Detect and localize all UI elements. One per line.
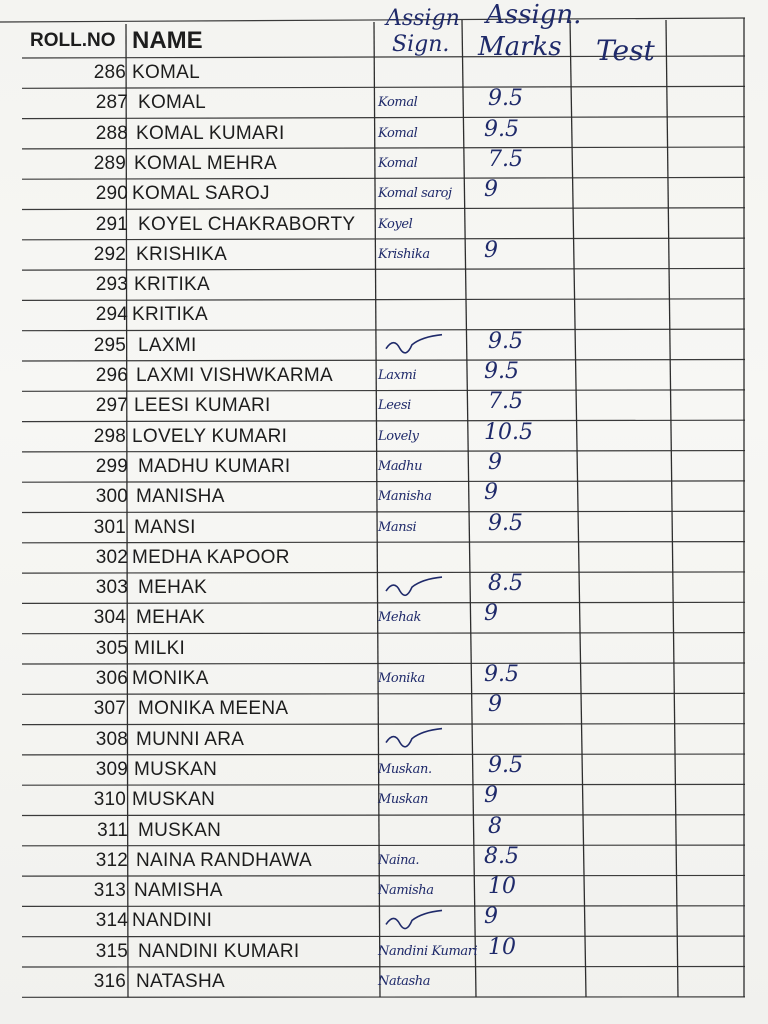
- roll-number: 303: [95, 577, 128, 599]
- signature: Komal: [378, 155, 418, 171]
- table-row: [0, 361, 768, 391]
- signature: Komal saroj: [378, 186, 452, 202]
- assignment-marks: 9.5: [488, 328, 523, 354]
- assignment-marks: 8.5: [488, 571, 523, 597]
- student-name: NANDINI KUMARI: [138, 940, 300, 962]
- roll-number: 296: [95, 365, 128, 386]
- roll-number: 304: [93, 607, 126, 629]
- signature: Komal: [378, 125, 418, 141]
- student-name: MONIKA MEENA: [138, 698, 289, 720]
- signature: Krishika: [378, 246, 430, 262]
- table-row: [0, 876, 768, 906]
- student-name: LOVELY KUMARI: [132, 425, 288, 447]
- student-name: NAINA RANDHAWA: [136, 849, 312, 871]
- roll-number: 287: [95, 92, 128, 114]
- roll-number: 307: [93, 698, 126, 720]
- student-name: KOMAL KUMARI: [136, 122, 285, 144]
- table-row: [0, 300, 768, 330]
- table-row: [0, 179, 768, 209]
- table-row: [0, 813, 768, 846]
- roll-number: 288: [95, 122, 128, 144]
- roll-number: 305: [95, 637, 128, 659]
- assignment-marks: 8.5: [484, 843, 519, 869]
- roll-number: 308: [95, 728, 128, 750]
- rule-top: [0, 18, 745, 22]
- table-row: [0, 634, 768, 664]
- student-name: MADHU KUMARI: [138, 455, 291, 477]
- table-row: [0, 967, 768, 997]
- roll-number: 315: [95, 940, 128, 962]
- signature: Namisha: [378, 883, 434, 899]
- signature: [378, 544, 466, 572]
- table-row: [0, 603, 768, 633]
- table-row: [0, 391, 768, 421]
- roll-number: 302: [95, 546, 128, 568]
- roll-number: 292: [93, 243, 126, 265]
- assignment-marks: 9.5: [488, 510, 523, 536]
- student-name: KOMAL MEHRA: [134, 152, 278, 174]
- student-name: MONIKA: [132, 668, 209, 689]
- student-name: MUSKAN: [138, 819, 222, 841]
- assignment-marks: 9.5: [484, 662, 519, 687]
- roll-number: 301: [93, 516, 126, 538]
- roll-number: 294: [95, 304, 128, 326]
- roll-number: 312: [95, 849, 128, 871]
- student-name: LEESI KUMARI: [134, 395, 271, 417]
- table-row: [0, 449, 768, 482]
- table-row: [0, 906, 768, 936]
- signature: [378, 817, 466, 845]
- table-row: [0, 116, 768, 149]
- signature: Manisha: [378, 489, 432, 505]
- assignment-marks: 9.5: [488, 86, 523, 112]
- student-name: NANDINI: [132, 910, 213, 932]
- signature: Natasha: [378, 974, 431, 989]
- roll-number: 306: [95, 668, 128, 689]
- signature: Naina.: [378, 852, 420, 868]
- assignment-marks: 10: [488, 934, 516, 960]
- student-name: MANSI: [134, 516, 196, 538]
- signature: [378, 271, 466, 299]
- signature: [378, 59, 466, 87]
- table-row: [0, 934, 768, 967]
- table-row: [0, 237, 768, 270]
- header-test: Test: [596, 34, 655, 67]
- roll-number: 291: [95, 213, 128, 235]
- roll-number: 313: [93, 880, 126, 902]
- roll-number: 310: [93, 789, 126, 811]
- assignment-marks: 9.5: [488, 752, 523, 778]
- assignment-marks: 9.5: [484, 116, 519, 142]
- student-name: LAXMI VISHWKARMA: [136, 365, 333, 386]
- roll-number: 316: [93, 971, 126, 992]
- signature: [378, 635, 466, 663]
- table-row: [0, 694, 768, 724]
- assignment-marks: 10.5: [484, 419, 533, 445]
- assignment-marks: 9: [484, 904, 498, 930]
- roll-number: 289: [93, 152, 126, 174]
- signature: Lovely: [378, 428, 419, 444]
- header-sign-line2: Sign.: [392, 32, 450, 57]
- roll-number: 314: [95, 910, 128, 932]
- student-name: KRISHIKA: [136, 243, 228, 265]
- student-name: MANISHA: [136, 486, 225, 508]
- table-row: [0, 573, 768, 603]
- roll-number: 290: [95, 183, 128, 205]
- signature: [378, 726, 466, 754]
- student-name: KRITIKA: [134, 274, 211, 296]
- table-row: [0, 270, 768, 300]
- roll-number: 309: [95, 758, 128, 780]
- table-row: [0, 510, 768, 543]
- assignment-marks: 7.5: [488, 389, 523, 415]
- student-name: KOYEL CHAKRABORTY: [138, 213, 356, 235]
- assignment-marks: 9.5: [484, 359, 519, 384]
- roll-number: 295: [93, 334, 126, 356]
- roll-number: 298: [93, 425, 126, 447]
- roll-number: 293: [95, 274, 128, 296]
- assignment-marks: 9: [484, 237, 498, 263]
- table-row: [0, 88, 768, 118]
- signature: Muskan.: [378, 761, 432, 777]
- table-row: [0, 543, 768, 573]
- roll-number: 311: [97, 819, 128, 841]
- table-row: [0, 146, 768, 179]
- assignment-marks: 9: [484, 783, 498, 809]
- signature: Mansi: [378, 519, 417, 535]
- assignment-marks: 9: [488, 449, 502, 475]
- student-name: MUSKAN: [134, 758, 218, 780]
- table-row: [0, 752, 768, 785]
- assignment-marks: 8: [488, 813, 502, 839]
- signature: [378, 574, 466, 602]
- signature: Nandini Kumari: [378, 943, 478, 959]
- signature: Koyel: [378, 216, 413, 232]
- header-marks-line2: Marks: [478, 32, 562, 62]
- table-row: [0, 725, 768, 755]
- student-name: KOMAL SAROJ: [132, 183, 270, 205]
- table-row: [0, 419, 768, 452]
- signature: Madhu: [378, 458, 423, 474]
- table-row: [0, 328, 768, 361]
- roll-number: 297: [95, 395, 128, 417]
- assignment-marks: 9: [484, 177, 498, 203]
- student-name: NAMISHA: [134, 880, 223, 902]
- student-name: MILKI: [134, 637, 186, 659]
- header-roll-no: ROLL.NO: [30, 30, 116, 51]
- student-name: KOMAL: [138, 92, 207, 114]
- assignment-marks: 9: [484, 480, 498, 506]
- table-row: [0, 210, 768, 240]
- student-name: MEHAK: [138, 577, 208, 599]
- student-name: MUNNI ARA: [136, 728, 245, 750]
- signature: [378, 301, 466, 329]
- header-marks-line1: Assign.: [486, 0, 582, 30]
- assignment-marks: 7.5: [488, 146, 523, 172]
- signature: Monika: [378, 671, 425, 686]
- student-name: KOMAL: [132, 62, 201, 83]
- signature: [378, 332, 466, 360]
- signature: Laxmi: [378, 368, 417, 383]
- header-name: NAME: [132, 27, 203, 54]
- table-row: [0, 58, 768, 88]
- assignment-marks: 9: [488, 692, 502, 718]
- signature: Komal: [378, 95, 418, 111]
- table-row: [0, 482, 768, 512]
- roll-number: 286: [93, 62, 126, 83]
- table-row: [0, 664, 768, 694]
- assignment-marks: 10: [488, 874, 516, 900]
- student-name: NATASHA: [136, 971, 226, 992]
- signature: Muskan: [378, 792, 428, 808]
- signature: [378, 695, 466, 723]
- assignment-marks: 9: [484, 601, 498, 627]
- roll-number: 300: [95, 486, 128, 508]
- roll-number: 299: [95, 455, 128, 477]
- student-name: MUSKAN: [132, 789, 216, 811]
- student-name: KRITIKA: [132, 304, 209, 326]
- header-sign-line1: Assign: [386, 6, 460, 31]
- table-row: [0, 785, 768, 815]
- student-name: LAXMI: [138, 334, 197, 356]
- signature: Leesi: [378, 398, 411, 414]
- signature: Mehak: [378, 610, 422, 626]
- student-name: MEDHA KAPOOR: [132, 546, 290, 568]
- table-row: [0, 843, 768, 876]
- signature: [378, 907, 466, 935]
- student-name: MEHAK: [136, 607, 206, 629]
